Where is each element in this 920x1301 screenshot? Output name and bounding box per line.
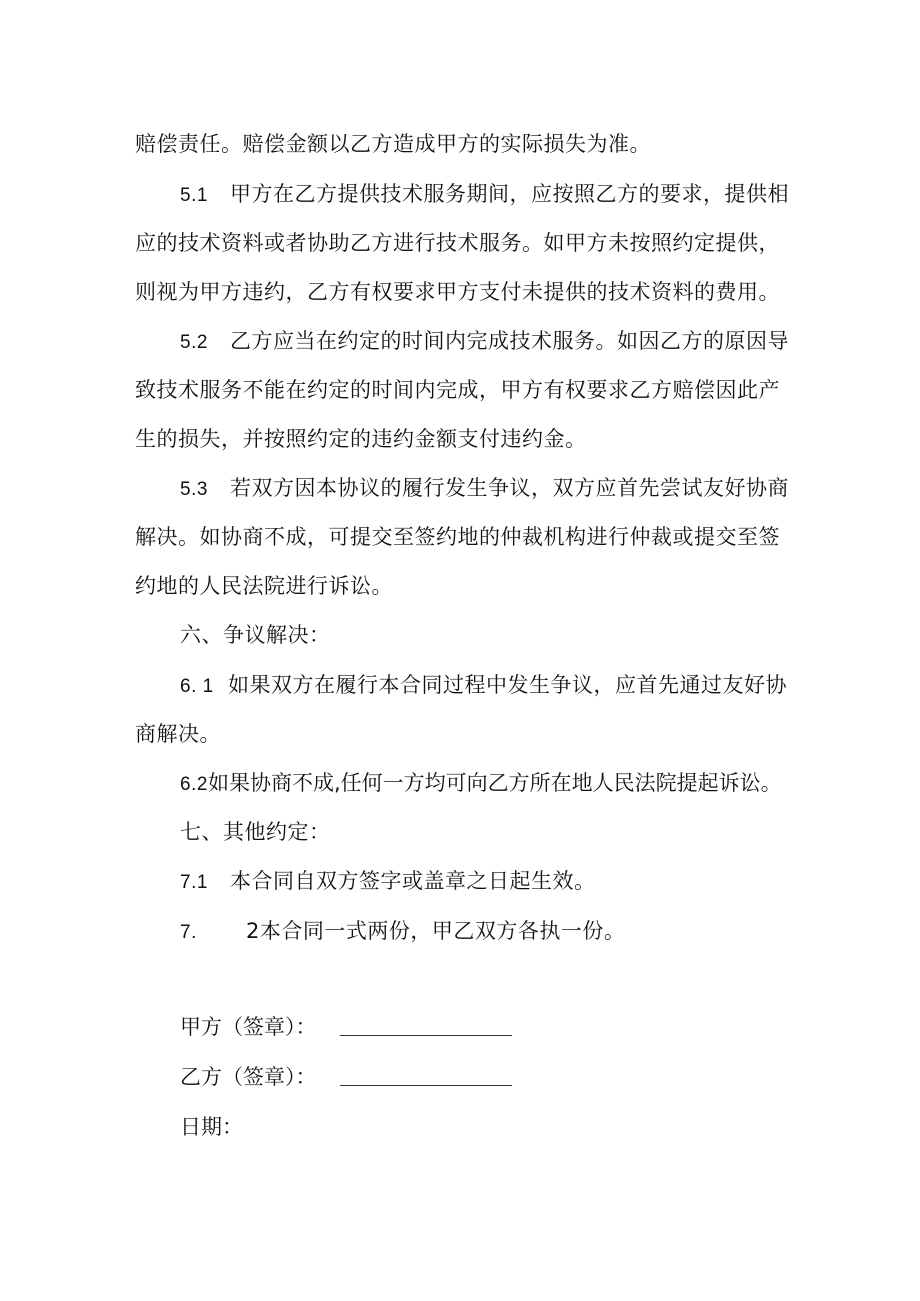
- paragraph-line: [135, 571, 393, 601]
- line-text: 2本合同一式两份，甲乙双方各执一份。: [246, 919, 626, 943]
- line-text: 若双方因本协议的履行发生争议，双方应首先尝试友好协商: [230, 476, 789, 500]
- signature-line-party-a: [340, 1035, 512, 1036]
- clause-6-2: [180, 768, 782, 800]
- clause-number: 5.3: [180, 479, 208, 500]
- date-label: 日期：: [180, 1115, 243, 1139]
- line-text: 本合同自双方签字或盖章之日起生效。: [230, 869, 596, 893]
- clause-5-1: [180, 179, 789, 211]
- signature-label: 甲方（签章）：: [180, 1015, 317, 1039]
- line-text: 解决。如协商不成，可提交至签约地的仲裁机构进行仲裁或提交至签: [135, 525, 780, 549]
- signature-party-a: [180, 1012, 317, 1042]
- heading-text: 六、争议解决：: [180, 623, 331, 647]
- heading-text: 七、其他约定：: [180, 820, 331, 844]
- line-text: 致技术服务不能在约定的时间内完成，甲方有权要求乙方赔偿因此产: [135, 378, 780, 402]
- line-text: 如果双方在履行本合同过程中发生争议，应首先通过友好协: [228, 673, 787, 697]
- line-text: 乙方应当在约定的时间内完成技术服务。如因乙方的原因导: [230, 329, 789, 353]
- section-heading-6: [180, 620, 331, 650]
- clause-5-2: [180, 326, 789, 358]
- paragraph-line: [135, 277, 780, 307]
- line-text: 应的技术资料或者协助乙方进行技术服务。如甲方未按照约定提供，: [135, 231, 780, 255]
- clause-number: 7.: [180, 922, 197, 943]
- line-text: 约地的人民法院进行诉讼。: [135, 574, 393, 598]
- clause-number: 5.2: [180, 332, 208, 353]
- paragraph-line: [135, 719, 221, 749]
- clause-number: 7.1: [180, 872, 208, 893]
- signature-line-party-b: [340, 1085, 512, 1086]
- signature-label: 乙方（签章）：: [180, 1065, 317, 1089]
- paragraph-line: [135, 129, 651, 159]
- clause-7-2: [180, 916, 625, 948]
- signature-party-b: [180, 1062, 317, 1092]
- line-text: 生的损失，并按照约定的违约金额支付违约金。: [135, 427, 587, 451]
- paragraph-line: [135, 424, 587, 454]
- clause-6-1: [180, 670, 787, 702]
- clause-number: 6.2: [180, 774, 208, 795]
- signature-date: [180, 1112, 243, 1142]
- clause-5-3: [180, 473, 789, 505]
- clause-7-1: [180, 866, 596, 898]
- clause-number: 6. 1: [180, 676, 214, 697]
- line-text: 甲方在乙方提供技术服务期间，应按照乙方的要求，提供相: [230, 182, 789, 206]
- paragraph-line: [135, 375, 780, 405]
- clause-number: 5.1: [180, 185, 208, 206]
- line-text: 如果协商不成,任何一方均可向乙方所在地人民法院提起诉讼。: [208, 771, 782, 795]
- section-heading-7: [180, 817, 331, 847]
- line-text: 赔偿责任。赔偿金额以乙方造成甲方的实际损失为准。: [135, 132, 651, 156]
- line-text: 则视为甲方违约，乙方有权要求甲方支付未提供的技术资料的费用。: [135, 280, 780, 304]
- paragraph-line: [135, 228, 780, 258]
- line-text: 商解决。: [135, 722, 221, 746]
- paragraph-line: [135, 522, 780, 552]
